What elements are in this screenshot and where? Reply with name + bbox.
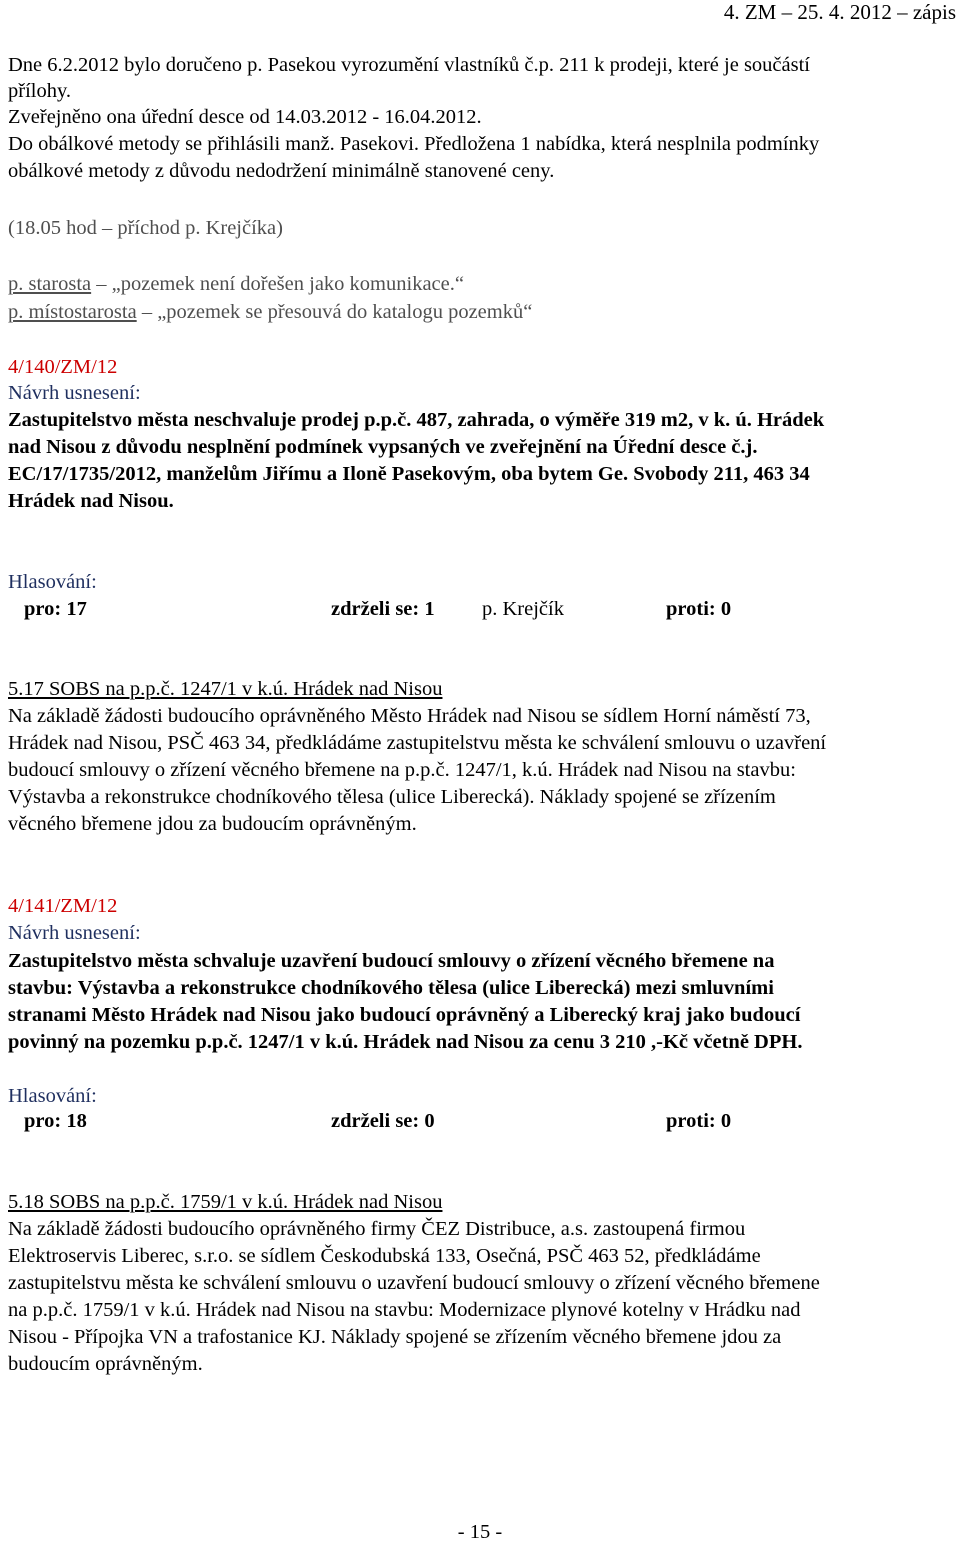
intro-line: Zveřejněno ona úřední desce od 14.03.2012 - 16.04.2012. [8, 106, 482, 128]
vote-abstain: zdrželi se: 1 [331, 598, 435, 620]
debate-starosta [8, 271, 464, 297]
vote-heading: Hlasování: [8, 1085, 97, 1107]
item-text: budoucí smlouvy o zřízení věcného břemene na p.p.č. 1247/1, k.ú. Hrádek nad Nisou na stavbu: [8, 759, 796, 781]
vote-row [8, 1108, 948, 1134]
resolution-text: nad Nisou z důvodu nesplnění podmínek vypsaných ve zveřejnění na Úřední desce č.j. [8, 436, 758, 458]
vote-row [8, 596, 948, 622]
vote-against: proti: 0 [666, 598, 732, 620]
item-text: Elektroservis Liberec, s.r.o. se sídlem Českodubská 133, Osečná, PSČ 463 52, předkládáme [8, 1245, 761, 1267]
page-header: 4. ZM – 25. 4. 2012 – zápis [723, 0, 956, 24]
resolution-number: 4/141/ZM/12 [8, 895, 118, 917]
intro-line: Do obálkové metody se přihlásili manž. Pasekovi. Předložena 1 nabídka, která nesplnila podmínky [8, 133, 820, 155]
resolution-text: Zastupitelstvo města neschvaluje prodej p.p.č. 487, zahrada, o výměře 319 m2, v k. ú. Hrádek [8, 409, 825, 431]
debate-mistostarosta [8, 299, 532, 325]
resolution-number: 4/140/ZM/12 [8, 356, 118, 378]
item-text: Nisou - Přípojka VN a trafostanice KJ. Náklady spojené se zřízením věcného břemene jdou za [8, 1326, 782, 1348]
resolution-text: stranami Město Hrádek nad Nisou jako budoucí oprávněný a Liberecký kraj jako budoucí [8, 1004, 801, 1026]
resolution-text: povinný na pozemku p.p.č. 1247/1 v k.ú. Hrádek nad Nisou za cenu 3 210 ,-Kč včetně DPH. [8, 1031, 803, 1053]
vote-abstain: zdrželi se: 0 [331, 1110, 435, 1132]
intro-line: obálkové metody z důvodu nedodržení minimálně stanovené ceny. [8, 160, 555, 182]
item-text: budoucím oprávněným. [8, 1353, 203, 1375]
vote-heading: Hlasování: [8, 571, 97, 593]
resolution-text: Zastupitelstvo města schvaluje uzavření budoucí smlouvy o zřízení věcného břemene na [8, 950, 775, 972]
vote-abstain-name: p. Krejčík [482, 598, 564, 620]
vote-against: proti: 0 [666, 1110, 732, 1132]
speaker-mistostarosta: p. místostarosta [8, 301, 137, 323]
page-number: - 15 - [457, 1521, 503, 1543]
vote-pro: pro: 17 [24, 598, 87, 620]
resolution-text: stavbu: Výstavba a rekonstrukce chodníkového tělesa (ulice Liberecká) mezi smluvními [8, 977, 774, 999]
item-title: 5.18 SOBS na p.p.č. 1759/1 v k.ú. Hrádek nad Nisou [8, 1191, 443, 1213]
resolution-text: Hrádek nad Nisou. [8, 490, 174, 512]
resolution-text: EC/17/1735/2012, manželům Jiřímu a Iloně Pasekovým, oba bytem Ge. Svobody 211, 463 34 [8, 463, 810, 485]
item-title: 5.17 SOBS na p.p.č. 1247/1 v k.ú. Hrádek nad Nisou [8, 678, 443, 700]
item-text: Hrádek nad Nisou, PSČ 463 34, předkládáme zastupitelstvu města ke schválení smlouvu o uzavření [8, 732, 827, 754]
resolution-heading: Návrh usnesení: [8, 382, 141, 404]
intro-line: přílohy. [8, 80, 72, 102]
item-text: zastupitelstvu města ke schválení smlouvu o uzavření budoucí smlouvy o zřízení věcného břemene [8, 1272, 820, 1294]
arrival-note: (18.05 hod – příchod p. Krejčíka) [8, 217, 283, 239]
intro-line: Dne 6.2.2012 bylo doručeno p. Pasekou vyrozumění vlastníků č.p. 211 k prodeji, které je součástí [8, 54, 810, 76]
item-text: věcného břemene jdou za budoucím oprávněným. [8, 813, 417, 835]
statement-starosta: – „pozemek není dořešen jako komunikace.“ [91, 273, 464, 295]
speaker-starosta: p. starosta [8, 273, 92, 295]
resolution-heading: Návrh usnesení: [8, 922, 141, 944]
item-text: Výstavba a rekonstrukce chodníkového tělesa (ulice Liberecká). Náklady spojené se zřízením [8, 786, 776, 808]
item-text: Na základě žádosti budoucího oprávněného firmy ČEZ Distribuce, a.s. zastoupená firmou [8, 1218, 746, 1240]
item-text: Na základě žádosti budoucího oprávněného Město Hrádek nad Nisou se sídlem Horní náměstí 73, [8, 705, 811, 727]
item-text: na p.p.č. 1759/1 v k.ú. Hrádek nad Nisou na stavbu: Modernizace plynové kotelny v Hrádku nad [8, 1299, 801, 1321]
statement-mistostarosta: – „pozemek se přesouvá do katalogu pozemků“ [136, 301, 533, 323]
vote-pro: pro: 18 [24, 1110, 87, 1132]
